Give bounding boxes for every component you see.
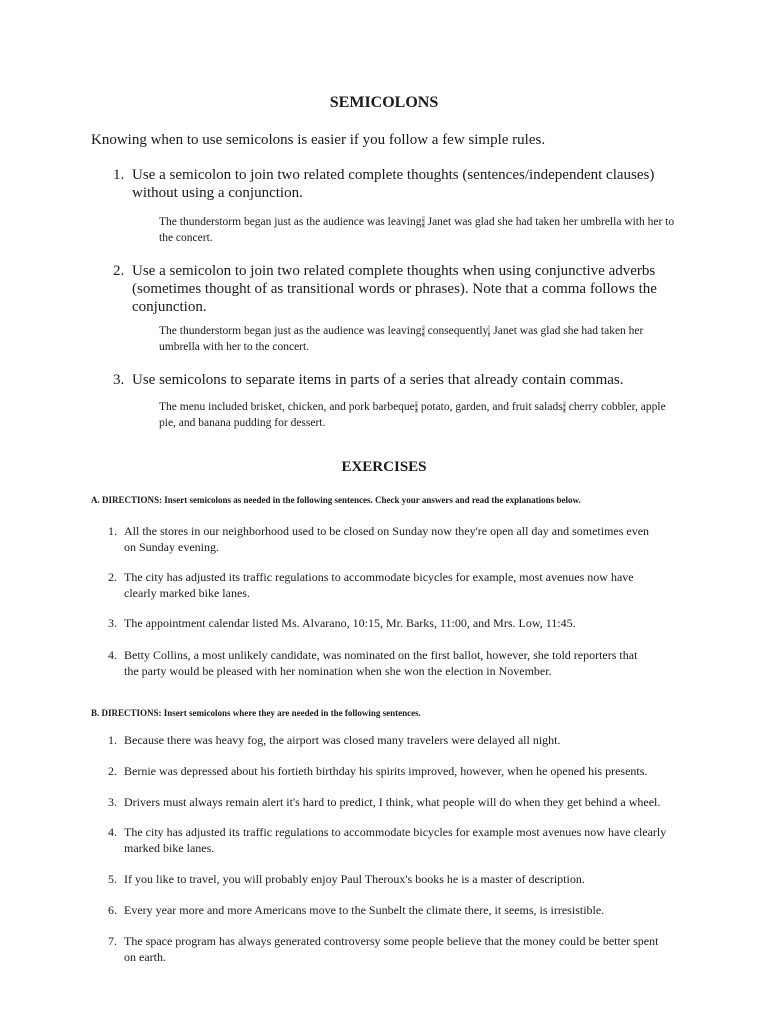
highlighted-semicolon: ; [421, 325, 425, 337]
item-number: 2. [108, 764, 117, 778]
exercise-a-1 [108, 524, 683, 555]
page-title: SEMICOLONS [329, 94, 439, 111]
item-text: Bernie was depressed about his fortieth birthday his spirits improved, however, when he opened his presents. [124, 764, 648, 778]
item-text: The appointment calendar listed Ms. Alvarano, 10:15, Mr. Barks, 11:00, and Mrs. Low, 11:45. [124, 616, 576, 630]
item-text: Every year more and more Americans move to the Sunbelt the climate there, it seems, is irresistible. [124, 903, 605, 917]
rule-2 [113, 262, 658, 316]
rule-text: (sometimes thought of as transitional words or phrases). Note that a comma follows the [132, 281, 657, 297]
example-text: The thunderstorm began just as the audience was leaving [159, 216, 422, 228]
example-text: The menu included brisket, chicken, and pork barbeque [159, 401, 415, 413]
rule-3-example [159, 399, 679, 431]
example-text: consequently [424, 325, 488, 337]
item-text: All the stores in our neighborhood used to be closed on Sunday now they're open all day and sometimes even [124, 524, 650, 538]
rule-3 [113, 371, 658, 389]
item-text: marked bike lanes. [124, 840, 215, 855]
item-text: Betty Collins, a most unlikely candidate, was nominated on the first ballot, however, she told reporters that [124, 648, 638, 662]
example-text: Janet was glad she had taken her umbrella with her to the concert. [159, 216, 675, 244]
example-text: The thunderstorm began just as the audience was leaving [159, 325, 422, 337]
item-number: 4. [108, 648, 117, 662]
rule-1-example [159, 214, 679, 246]
exercise-a-4 [108, 648, 683, 679]
rule-text: Use semicolons to separate items in parts of a series that already contain commas. [132, 372, 624, 388]
exercise-b-3 [108, 795, 683, 811]
example-text: cherry cobbler, apple pie, and banana pudding for dessert. [159, 401, 666, 429]
item-number: 4. [108, 825, 117, 839]
rule-number: 1. [113, 167, 125, 183]
item-number: 5. [108, 872, 117, 886]
exercise-a-2 [108, 570, 683, 601]
section-a-directions: A. DIRECTIONS: Insert semicolons as needed in the following sentences. Check your answers and read the explanations below. [91, 495, 581, 505]
item-number: 2. [108, 570, 117, 584]
rule-1 [113, 166, 658, 202]
rule-text: conjunction. [132, 299, 207, 315]
intro-text: Knowing when to use semicolons is easier if you follow a few simple rules. [91, 132, 546, 148]
rule-number: 2. [113, 263, 125, 279]
exercise-b-7 [108, 934, 683, 965]
exercise-a-3 [108, 616, 683, 632]
item-text: If you like to travel, you will probably enjoy Paul Theroux's books he is a master of description. [124, 872, 585, 886]
exercise-b-1 [108, 733, 683, 749]
highlighted-semicolon: ; [414, 401, 418, 413]
item-text: The city has adjusted its traffic regulations to accommodate bicycles for example, most avenues now have [124, 570, 634, 584]
exercises-heading: EXERCISES [341, 459, 427, 475]
item-number: 3. [108, 795, 117, 809]
rule-number: 3. [113, 372, 125, 388]
section-b-directions: B. DIRECTIONS: Insert semicolons where they are needed in the following sentences. [91, 708, 421, 718]
rule-text: without using a conjunction. [132, 185, 303, 201]
item-text: The space program has always generated controversy some people believe that the money could be better spent [124, 934, 659, 948]
item-number: 6. [108, 903, 117, 917]
item-text: clearly marked bike lanes. [124, 585, 250, 600]
item-number: 3. [108, 616, 117, 630]
item-text: Drivers must always remain alert it's hard to predict, I think, what people will do when they get behind a wheel. [124, 795, 661, 809]
highlighted-semicolon: ; [421, 216, 425, 228]
example-text: Janet was glad she had taken her umbrella with her to the concert. [159, 325, 644, 353]
exercise-b-5 [108, 872, 683, 888]
rule-text: Use a semicolon to join two related complete thoughts (sentences/independent clauses) [132, 167, 655, 183]
rule-2-example [159, 323, 679, 355]
highlighted-comma: , [487, 325, 491, 337]
item-text: The city has adjusted its traffic regulations to accommodate bicycles for example most avenues now have clearly [124, 825, 667, 839]
exercise-b-4 [108, 825, 683, 856]
item-number: 1. [108, 524, 117, 538]
item-number: 7. [108, 934, 117, 948]
item-text: on earth. [124, 949, 166, 964]
exercise-b-6 [108, 903, 683, 919]
example-text: potato, garden, and fruit salads [418, 401, 563, 413]
exercise-b-2 [108, 764, 683, 780]
item-text: the party would be pleased with her nomination when she won the election in November. [124, 663, 552, 678]
item-text: on Sunday evening. [124, 539, 219, 554]
item-number: 1. [108, 733, 117, 747]
item-text: Because there was heavy fog, the airport was closed many travelers were delayed all night. [124, 733, 561, 747]
highlighted-semicolon: ; [562, 401, 566, 413]
rule-text: Use a semicolon to join two related complete thoughts when using conjunctive adverbs [132, 263, 656, 279]
